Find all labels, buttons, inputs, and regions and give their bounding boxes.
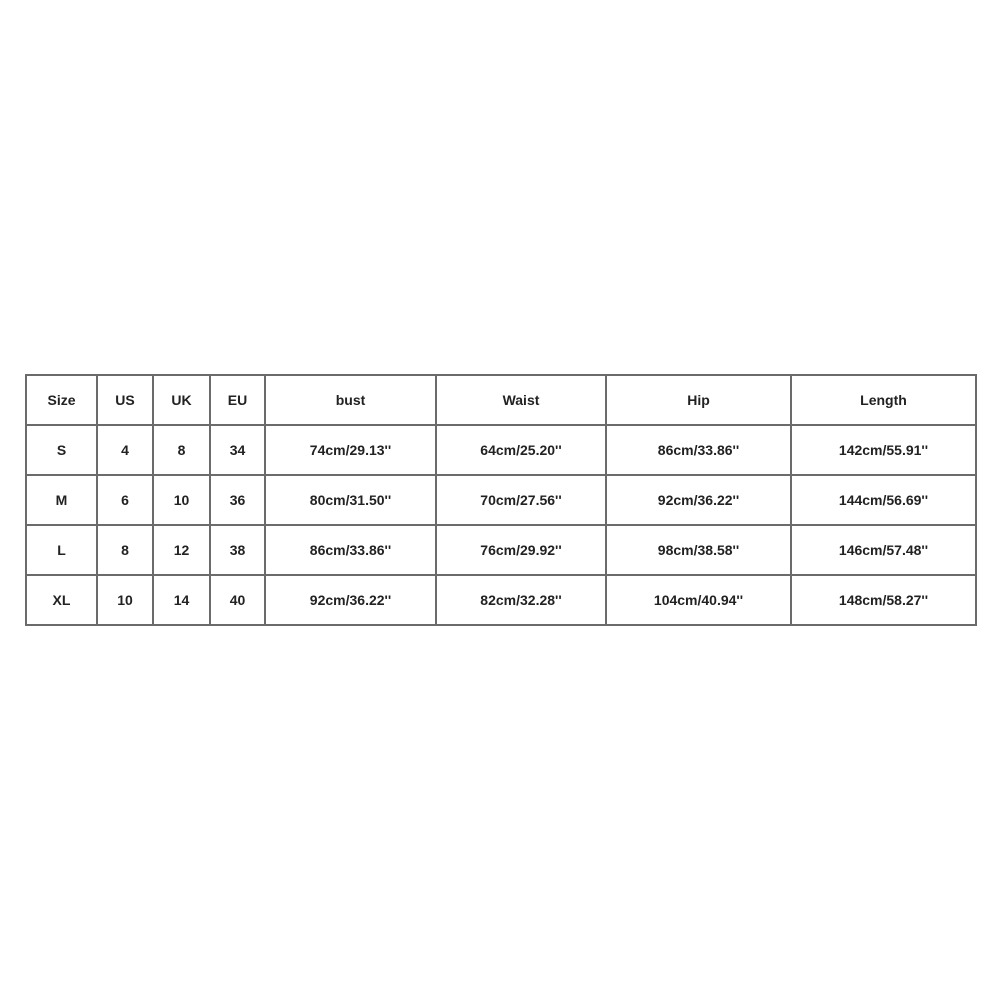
table-cell: 74cm/29.13'' — [265, 425, 436, 475]
table-cell: XL — [26, 575, 97, 625]
table-header — [26, 375, 976, 425]
table-cell: 10 — [153, 475, 210, 525]
table-cell: 142cm/55.91'' — [791, 425, 976, 475]
header-cell-size: Size — [26, 375, 97, 425]
table-cell: 82cm/32.28'' — [436, 575, 606, 625]
table-cell: 86cm/33.86'' — [265, 525, 436, 575]
table-cell: 70cm/27.56'' — [436, 475, 606, 525]
table-cell: 34 — [210, 425, 265, 475]
table-row — [26, 575, 976, 625]
table-cell: 144cm/56.69'' — [791, 475, 976, 525]
table-row — [26, 525, 976, 575]
table-cell: 36 — [210, 475, 265, 525]
header-cell-length: Length — [791, 375, 976, 425]
table-row — [26, 475, 976, 525]
header-cell-uk: UK — [153, 375, 210, 425]
table-cell: 92cm/36.22'' — [606, 475, 791, 525]
table-cell: 64cm/25.20'' — [436, 425, 606, 475]
header-cell-bust: bust — [265, 375, 436, 425]
table-cell: L — [26, 525, 97, 575]
table-cell: 76cm/29.92'' — [436, 525, 606, 575]
table-cell: 10 — [97, 575, 153, 625]
table-body — [26, 425, 976, 625]
table-cell: 6 — [97, 475, 153, 525]
table-cell: 12 — [153, 525, 210, 575]
table-cell: 104cm/40.94'' — [606, 575, 791, 625]
header-cell-eu: EU — [210, 375, 265, 425]
size-chart-table — [25, 374, 977, 626]
table-cell: 146cm/57.48'' — [791, 525, 976, 575]
table-cell: 8 — [97, 525, 153, 575]
header-cell-hip: Hip — [606, 375, 791, 425]
table-cell: 8 — [153, 425, 210, 475]
table-row — [26, 425, 976, 475]
table-cell: 98cm/38.58'' — [606, 525, 791, 575]
table-cell: 4 — [97, 425, 153, 475]
header-cell-waist: Waist — [436, 375, 606, 425]
table-cell: 148cm/58.27'' — [791, 575, 976, 625]
header-row — [26, 375, 976, 425]
table-cell: 38 — [210, 525, 265, 575]
table-cell: 80cm/31.50'' — [265, 475, 436, 525]
header-cell-us: US — [97, 375, 153, 425]
table-cell: M — [26, 475, 97, 525]
table-cell: S — [26, 425, 97, 475]
table-cell: 40 — [210, 575, 265, 625]
table-cell: 86cm/33.86'' — [606, 425, 791, 475]
table-cell: 14 — [153, 575, 210, 625]
table-cell: 92cm/36.22'' — [265, 575, 436, 625]
